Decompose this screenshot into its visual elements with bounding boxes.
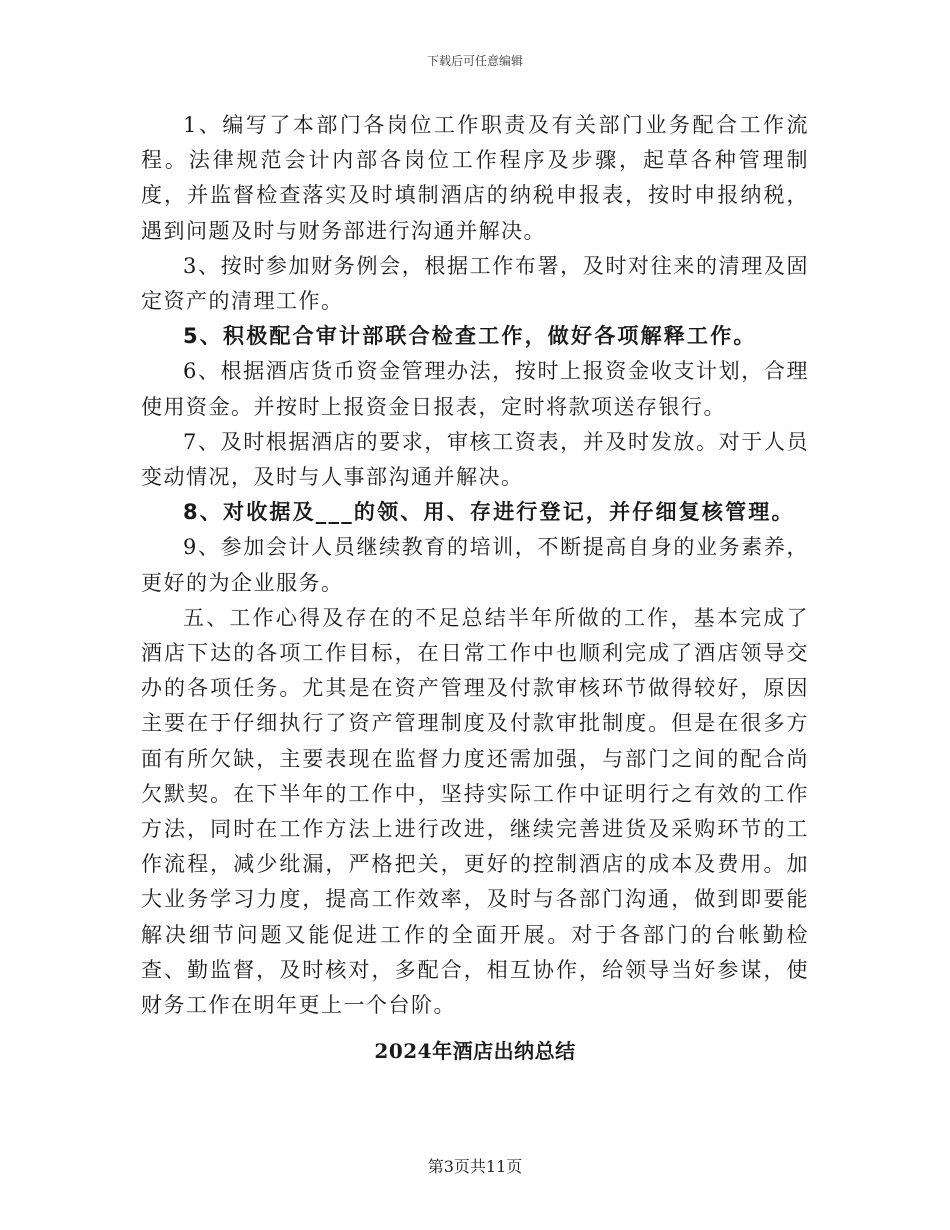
paragraph-6: 6、根据酒店货币资金管理办法，按时上报资金收支计划，合理使用资金。并按时上报资金日报表，定时将款项送存银行。	[141, 359, 809, 419]
page-footer: 第3页共11页	[427, 1157, 523, 1176]
paragraph-summary: 五、工作心得及存在的不足总结半年所做的工作，基本完成了酒店下达的各项工作目标，在日常工作中也顺利完成了酒店领导交办的各项任务。尤其是在资产管理及付款审核环节做得较好，原因主要在于仔细执行了资产管理制度及付款审批制度。但是在很多方面有所欠缺，主要表现在监督力度还需加强，与部门之间的配合尚欠默契。在下半年的工作中，坚持实际工作中证明行之有效的工作方法，同时在工作方法上进行改进，继续完善进货及采购环节的工作流程，减少纰漏，严格把关，更好的控制酒店的成本及费用。加大业务学习力度，提高工作效率，及时与各部门沟通，做到即要能解决细节问题又能促进工作的全面开展。对于各部门的台帐勤检查、勤监督，及时核对，多配合，相互协作，给领导当好参谋，使财务工作在明年更上一个台阶。	[141, 605, 809, 1018]
section-title: 2024年酒店出纳总结	[374, 1039, 576, 1064]
paragraph-8: 8、对收据及___的领、用、存进行登记，并仔细复核管理。	[183, 500, 795, 525]
paragraph-9: 9、参加会计人员继续教育的培训，不断提高自身的业务素养，更好的为企业服务。	[141, 535, 809, 595]
paragraph-5: 5、积极配合审计部联合检查工作，做好各项解释工作。	[183, 324, 757, 349]
paragraph-1: 1、编写了本部门各岗位工作职责及有关部门业务配合工作流程。法律规范会计内部各岗位工作程序及步骤，起草各种管理制度，并监督检查落实及时填制酒店的纳税申报表，按时申报纳税，遇到问题及时与财务部进行沟通并解决。	[141, 113, 809, 243]
paragraph-3: 3、按时参加财务例会，根据工作布署，及时对往来的清理及固定资产的清理工作。	[141, 253, 809, 314]
document-body	[141, 108, 809, 1067]
page-header: 下载后可任意编辑	[426, 54, 523, 68]
paragraph-7: 7、及时根据酒店的要求，审核工资表，并及时发放。对于人员变动情况，及时与人事部沟通并解决。	[141, 429, 809, 490]
